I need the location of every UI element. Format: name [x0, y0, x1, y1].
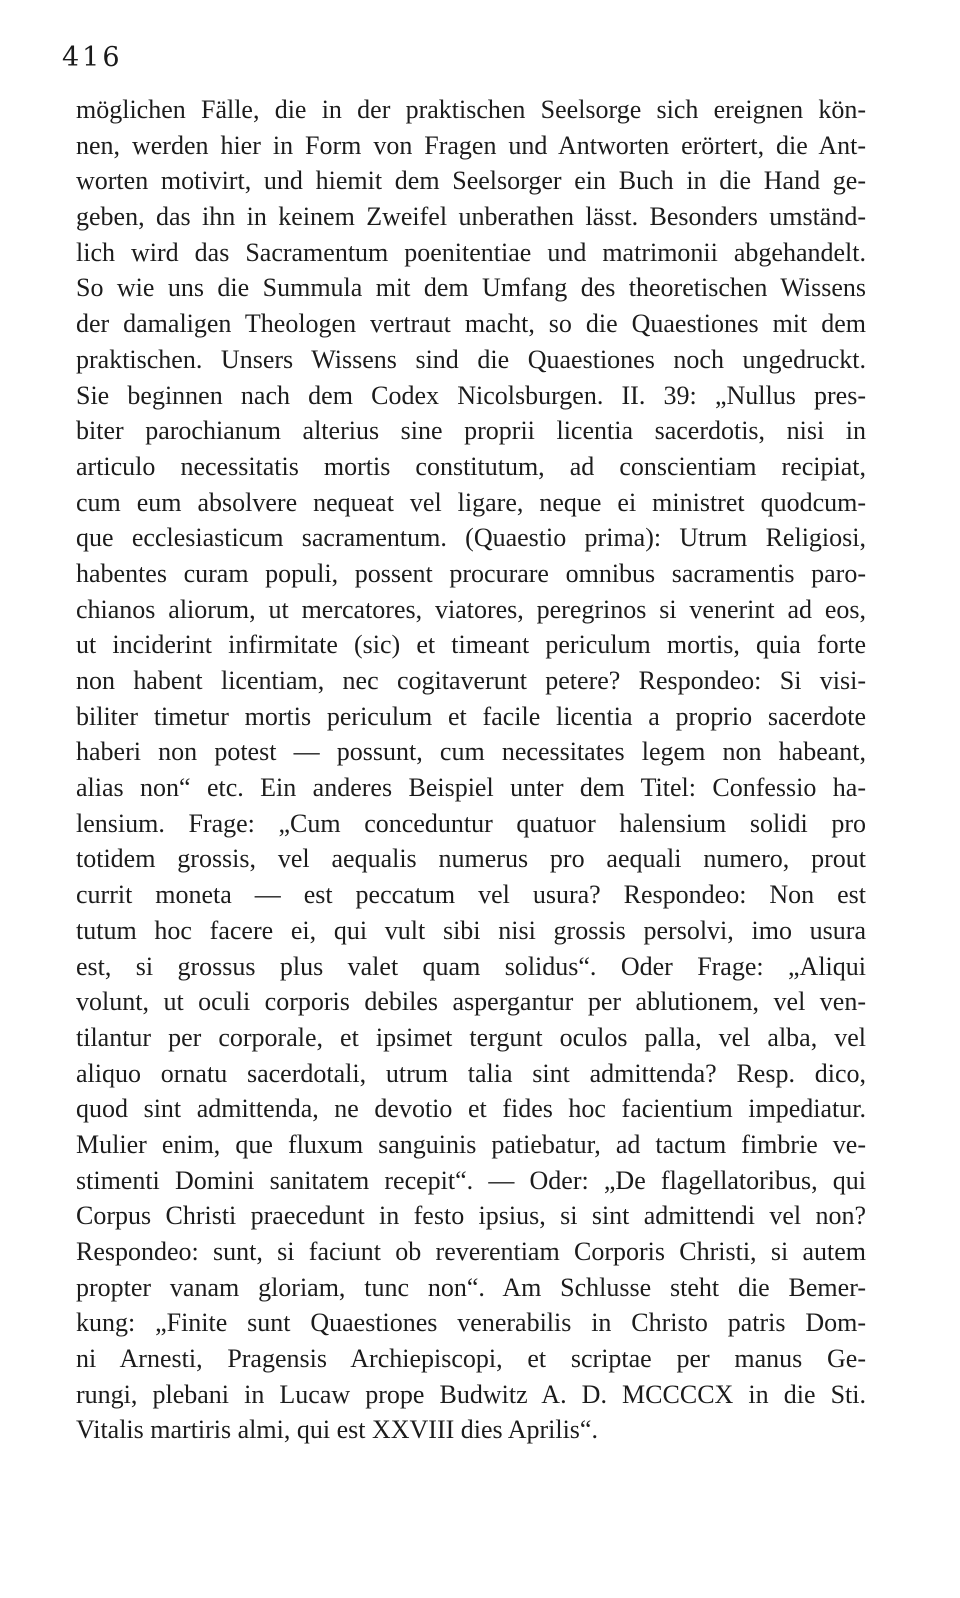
text-line: biliter timetur mortis periculum et facile licentia a proprio sacerdote: [76, 701, 866, 731]
text-line: geben, das ihn in keinem Zweifel unberathen lässt. Besonders umständ-: [76, 202, 866, 232]
text-line: tilantur per corporale, et ipsimet tergunt oculos palla, vel alba, vel: [76, 1022, 866, 1052]
text-line: que ecclesiasticum sacramentum. (Quaestio prima): Utrum Religiosi,: [76, 523, 866, 553]
text-line: non habent licentiam, nec cogitaverunt petere? Respondeo: Si visi-: [76, 666, 866, 695]
text-line: quod sint admittenda, ne devotio et fides hoc facientium impediatur.: [76, 1094, 866, 1124]
text-line: lich wird das Sacramentum poenitentiae und matrimonii abgehandelt.: [76, 237, 866, 267]
text-line: aliquo ornatu sacerdotali, utrum talia sint admittenda? Resp. dico,: [76, 1058, 866, 1088]
text-line: Respondeo: sunt, si faciunt ob reverentiam Corporis Christi, si autem: [76, 1237, 866, 1266]
text-line: haberi non potest — possunt, cum necessitates legem non habeant,: [76, 737, 866, 767]
text-line: Sie beginnen nach dem Codex Nicolsburgen. II. 39: „Nullus pres-: [76, 380, 866, 410]
text-line: cum eum absolvere nequeat vel ligare, neque ei ministret quodcum-: [76, 487, 866, 517]
text-line: habentes curam populi, possent procurare omnibus sacramentis paro-: [76, 558, 866, 588]
text-line: Mulier enim, que fluxum sanguinis patiebatur, ad tactum fimbrie ve-: [76, 1129, 866, 1159]
text-line: volunt, ut oculi corporis debiles aspergantur per ablutionem, vel ven-: [76, 987, 866, 1017]
text-line: propter vanam gloriam, tunc non“. Am Schlusse steht die Bemer-: [76, 1272, 866, 1302]
text-line: ut inciderint infirmitate (sic) et timeant periculum mortis, quia forte: [76, 630, 866, 660]
text-line: worten motivirt, und hiemit dem Seelsorger ein Buch in die Hand ge-: [76, 166, 866, 196]
text-line: rungi, plebani in Lucaw prope Budwitz A. D. MCCCCX in die Sti.: [76, 1379, 866, 1409]
text-line: stimenti Domini sanitatem recepit“. — Oder: „De flagellatoribus, qui: [76, 1165, 866, 1195]
text-line: nen, werden hier in Form von Fragen und Antworten erörtert, die Ant-: [76, 130, 866, 160]
page-number: 416: [62, 42, 123, 73]
text-line: biter parochianum alterius sine proprii licentia sacerdotis, nisi in: [76, 416, 866, 446]
text-line: lensium. Frage: „Cum conceduntur quatuor halensium solidi pro: [76, 808, 866, 838]
text-line: est, si grossus plus valet quam solidus“. Oder Frage: „Aliqui: [76, 951, 866, 981]
text-line: chianos aliorum, ut mercatores, viatores, peregrinos si venerint ad eos,: [76, 594, 866, 624]
text-line: So wie uns die Summula mit dem Umfang des theoretischen Wissens: [76, 273, 866, 303]
text-line: articulo necessitatis mortis constitutum, ad conscientiam recipiat,: [76, 451, 866, 481]
body-text: [76, 92, 866, 1448]
text-line: praktischen. Unsers Wissens sind die Quaestiones noch ungedruckt.: [76, 344, 866, 374]
text-line: Corpus Christi praecedunt in festo ipsius, si sint admittendi vel non?: [76, 1201, 866, 1231]
text-line: Vitalis martiris almi, qui est XXVIII dies Aprilis“.: [76, 1415, 598, 1445]
text-line: totidem grossis, vel aequalis numerus pro aequali numero, prout: [76, 844, 866, 874]
text-line: möglichen Fälle, die in der praktischen Seelsorge sich ereignen kön-: [76, 95, 866, 124]
text-line: currit moneta — est peccatum vel usura? Respondeo: Non est: [76, 880, 866, 910]
text-line: der damaligen Theologen vertraut macht, so die Quaestiones mit dem: [76, 309, 866, 339]
text-line: kung: „Finite sunt Quaestiones venerabilis in Christo patris Dom-: [76, 1308, 866, 1338]
text-line: tutum hoc facere ei, qui vult sibi nisi grossis persolvi, imo usura: [76, 915, 866, 945]
text-line: alias non“ etc. Ein anderes Beispiel unter dem Titel: Confessio ha-: [76, 773, 866, 803]
text-line: ni Arnesti, Pragensis Archiepiscopi, et scriptae per manus Ge-: [76, 1344, 866, 1374]
